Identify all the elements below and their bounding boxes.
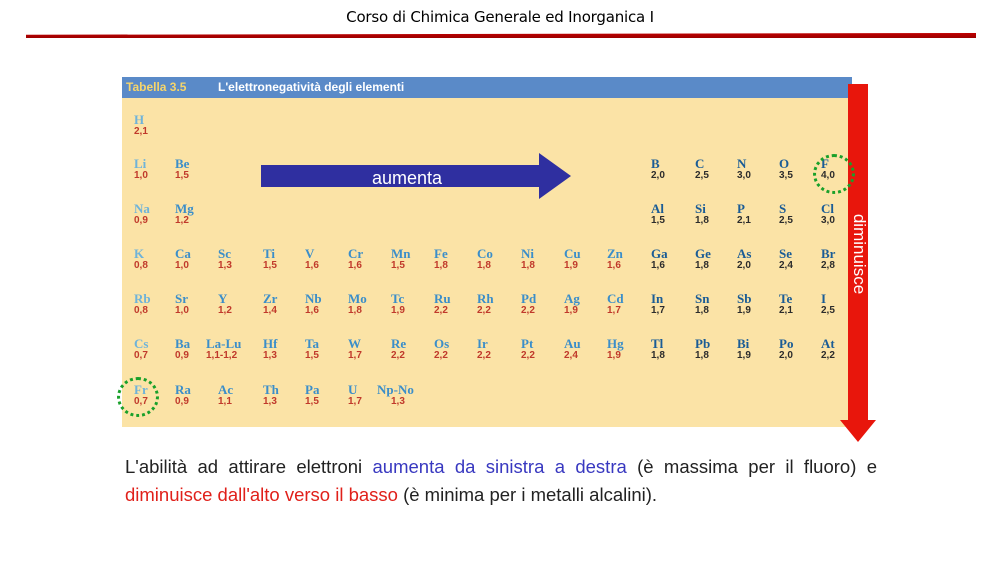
element-symbol: K [134, 246, 145, 261]
electronegativity-value: 1,4 [263, 305, 277, 316]
electronegativity-value: 1,8 [434, 260, 448, 271]
electronegativity-value: 0,8 [134, 260, 148, 271]
element-cell [263, 337, 307, 362]
element-cell [779, 247, 823, 272]
element-cell [391, 292, 435, 317]
electronegativity-value: 1,3 [218, 260, 232, 271]
element-cell [651, 337, 695, 362]
element-cell [175, 247, 219, 272]
element-cell [175, 383, 219, 408]
element-symbol: Nb [305, 291, 322, 306]
electronegativity-value: 1,8 [651, 350, 665, 361]
element-symbol: Sn [695, 291, 710, 306]
electronegativity-value: 2,2 [521, 350, 535, 361]
element-symbol: Cr [348, 246, 364, 261]
electronegativity-value: 1,9 [737, 305, 751, 316]
element-symbol: Al [651, 201, 664, 216]
electronegativity-value: 2,2 [821, 350, 835, 361]
electronegativity-value: 2,4 [779, 260, 793, 271]
element-cell [737, 292, 781, 317]
page-header-title: Corso di Chimica Generale ed Inorganica I [346, 8, 654, 26]
element-cell [434, 247, 478, 272]
fluorine-highlight-circle [813, 154, 855, 194]
element-symbol: Li [134, 156, 147, 171]
table-header-bar [122, 77, 852, 98]
element-cell [263, 292, 307, 317]
explanation-text [125, 453, 877, 509]
element-cell [305, 292, 349, 317]
electronegativity-value: 2,2 [391, 350, 405, 361]
element-cell [218, 383, 262, 408]
element-symbol: Ca [175, 246, 191, 261]
element-cell [477, 337, 521, 362]
element-symbol: Ge [695, 246, 711, 261]
element-symbol: Ir [477, 336, 488, 351]
electronegativity-value: 1,5 [651, 215, 665, 226]
element-cell [305, 383, 349, 408]
element-cell [779, 202, 823, 227]
element-cell [175, 292, 219, 317]
element-symbol: Fe [434, 246, 448, 261]
electronegativity-value: 1,8 [521, 260, 535, 271]
element-cell [521, 247, 565, 272]
element-symbol: Mo [348, 291, 367, 306]
electronegativity-table [122, 77, 852, 427]
electronegativity-value: 2,1 [134, 126, 148, 137]
element-symbol: In [651, 291, 664, 306]
francium-highlight-circle [117, 377, 159, 417]
element-symbol: Tc [391, 291, 405, 306]
element-cell [695, 337, 739, 362]
electronegativity-value: 1,0 [175, 260, 189, 271]
element-symbol: Cu [564, 246, 581, 261]
electronegativity-value: 1,9 [564, 260, 578, 271]
element-symbol: Y [218, 291, 228, 306]
element-symbol: Ac [218, 382, 234, 397]
electronegativity-value: 2,0 [779, 350, 793, 361]
element-symbol: Se [779, 246, 792, 261]
explanation-part-1: L'abilità ad attirare elettroni [125, 456, 373, 477]
element-symbol: Zr [263, 291, 278, 306]
electronegativity-value: 1,9 [607, 350, 621, 361]
element-cell [434, 292, 478, 317]
element-cell [651, 202, 695, 227]
element-cell [134, 202, 178, 227]
element-symbol: Np-No [377, 382, 414, 397]
element-symbol: Ga [651, 246, 668, 261]
explanation-part-3: (è massima per il fluoro) e [626, 456, 877, 477]
electronegativity-value: 1,3 [391, 396, 405, 407]
element-symbol: Rh [477, 291, 494, 306]
element-cell [377, 383, 433, 408]
element-cell [779, 292, 823, 317]
electronegativity-value: 2,2 [477, 305, 491, 316]
element-cell [779, 337, 823, 362]
increase-label: aumenta [372, 168, 443, 188]
element-cell [134, 337, 178, 362]
electronegativity-value: 2,2 [434, 350, 448, 361]
element-cell [348, 292, 392, 317]
electronegativity-value: 1,3 [263, 396, 277, 407]
electronegativity-value: 1,8 [695, 215, 709, 226]
element-cell [695, 292, 739, 317]
element-cell [263, 383, 307, 408]
electronegativity-value: 3,5 [779, 170, 793, 181]
electronegativity-value: 1,2 [175, 215, 189, 226]
element-symbol: Th [263, 382, 279, 397]
electronegativity-value: 1,0 [175, 305, 189, 316]
element-symbol: Ta [305, 336, 319, 351]
element-symbol: Re [391, 336, 407, 351]
element-cell [263, 247, 307, 272]
electronegativity-value: 2,5 [821, 305, 835, 316]
decrease-label: diminuisce [850, 213, 869, 295]
electronegativity-value: 0,7 [134, 396, 148, 407]
electronegativity-value: 1,5 [305, 396, 319, 407]
element-symbol: Zn [607, 246, 623, 261]
element-symbol: Ni [521, 246, 534, 261]
electronegativity-value: 3,0 [737, 170, 751, 181]
table-number: Tabella 3.5 [126, 80, 187, 94]
electronegativity-value: 1,1-1,2 [206, 350, 238, 361]
electronegativity-value: 2,1 [779, 305, 793, 316]
element-symbol: Sb [737, 291, 752, 306]
element-symbol: F [821, 156, 829, 171]
element-cell [348, 337, 392, 362]
electronegativity-value: 1,1 [218, 396, 232, 407]
electronegativity-value: 4,0 [821, 170, 835, 181]
electronegativity-value: 1,9 [737, 350, 751, 361]
element-cell [477, 292, 521, 317]
element-symbol: Hf [263, 336, 278, 351]
element-cell [737, 247, 781, 272]
explanation-decrease: diminuisce dall'alto verso il basso [125, 484, 398, 505]
element-symbol: Na [134, 201, 150, 216]
element-cell [521, 292, 565, 317]
element-cell [134, 292, 178, 317]
electronegativity-value: 1,5 [175, 170, 189, 181]
electronegativity-value: 0,9 [134, 215, 148, 226]
electronegativity-value: 0,9 [175, 396, 189, 407]
element-cell [564, 337, 608, 362]
element-symbol: Cd [607, 291, 624, 306]
electronegativity-value: 1,8 [695, 260, 709, 271]
electronegativity-value: 2,0 [737, 260, 751, 271]
element-symbol: Si [695, 201, 706, 216]
element-symbol: Fr [134, 382, 148, 397]
element-cell [521, 337, 565, 362]
element-symbol: Bi [737, 336, 750, 351]
electronegativity-value: 1,8 [477, 260, 491, 271]
element-symbol: Os [434, 336, 450, 351]
element-symbol: As [737, 246, 752, 261]
element-symbol: H [134, 112, 145, 127]
element-symbol: Mg [175, 201, 194, 216]
element-symbol: Pa [305, 382, 320, 397]
electronegativity-value: 1,7 [348, 396, 362, 407]
element-symbol: Ba [175, 336, 191, 351]
element-cell [695, 247, 739, 272]
element-cell [607, 292, 651, 317]
electronegativity-value: 2,2 [477, 350, 491, 361]
element-cell [651, 157, 695, 182]
electronegativity-value: 1,8 [348, 305, 362, 316]
electronegativity-value: 2,2 [521, 305, 535, 316]
electronegativity-value: 1,8 [695, 350, 709, 361]
electronegativity-value: 1,6 [305, 260, 319, 271]
element-cell [391, 337, 435, 362]
element-cell [651, 247, 695, 272]
element-cell [695, 202, 739, 227]
electronegativity-value: 1,2 [218, 305, 232, 316]
element-symbol: Mn [391, 246, 411, 261]
element-symbol: Pt [521, 336, 534, 351]
element-cell [695, 157, 739, 182]
element-symbol: C [695, 156, 705, 171]
electronegativity-value: 1,5 [263, 260, 277, 271]
element-symbol: Te [779, 291, 793, 306]
element-cell [607, 247, 651, 272]
element-symbol: Be [175, 156, 190, 171]
element-cell [477, 247, 521, 272]
element-cell [134, 157, 178, 182]
electronegativity-value: 2,8 [821, 260, 835, 271]
element-symbol: O [779, 156, 790, 171]
electronegativity-value: 2,1 [737, 215, 751, 226]
element-cell [434, 337, 478, 362]
electronegativity-value: 1,3 [263, 350, 277, 361]
element-symbol: Co [477, 246, 493, 261]
element-symbol: B [651, 156, 660, 171]
element-symbol: Au [564, 336, 581, 351]
element-symbol: Br [821, 246, 836, 261]
electronegativity-value: 2,4 [564, 350, 578, 361]
element-cell [305, 337, 349, 362]
header-divider [26, 33, 976, 38]
element-symbol: N [737, 156, 747, 171]
electronegativity-value: 0,9 [175, 350, 189, 361]
element-cell [607, 337, 651, 362]
element-symbol: At [821, 336, 835, 351]
element-symbol: U [348, 382, 358, 397]
element-cell [206, 337, 258, 362]
element-symbol: Cl [821, 201, 834, 216]
element-symbol: Sc [218, 246, 231, 261]
electronegativity-value: 1,9 [564, 305, 578, 316]
element-symbol: Hg [607, 336, 624, 351]
element-cell [737, 157, 781, 182]
electronegativity-value: 2,0 [651, 170, 665, 181]
element-cell [737, 337, 781, 362]
element-cell [651, 292, 695, 317]
element-cell [134, 113, 178, 138]
electronegativity-value: 3,0 [821, 215, 835, 226]
element-symbol: I [821, 291, 827, 306]
element-symbol: La-Lu [206, 336, 242, 351]
electronegativity-value: 1,8 [695, 305, 709, 316]
element-symbol: V [305, 246, 315, 261]
element-cell [564, 247, 608, 272]
element-cell [175, 157, 219, 182]
electronegativity-value: 1,6 [607, 260, 621, 271]
electronegativity-value: 1,6 [348, 260, 362, 271]
electronegativity-value: 1,7 [651, 305, 665, 316]
element-symbol: Pb [695, 336, 711, 351]
element-cell [305, 247, 349, 272]
electronegativity-value: 2,5 [695, 170, 709, 181]
element-symbol: Pd [521, 291, 537, 306]
element-cell [348, 247, 392, 272]
element-cell [218, 247, 262, 272]
electronegativity-value: 1,6 [651, 260, 665, 271]
electronegativity-value: 2,5 [779, 215, 793, 226]
explanation-part-5: (è minima per i metalli alcalini). [397, 484, 658, 505]
electronegativity-value: 1,6 [305, 305, 319, 316]
element-symbol: W [348, 336, 361, 351]
element-symbol: S [779, 201, 787, 216]
table-caption: L'elettronegatività degli elementi [218, 80, 405, 94]
element-symbol: Ti [263, 246, 276, 261]
electronegativity-value: 1,7 [607, 305, 621, 316]
element-cell [175, 202, 219, 227]
electronegativity-value: 1,9 [391, 305, 405, 316]
element-symbol: Sr [175, 291, 188, 306]
electronegativity-value: 1,5 [391, 260, 405, 271]
element-cell [218, 292, 262, 317]
element-cell [737, 202, 781, 227]
element-symbol: Po [779, 336, 794, 351]
electronegativity-value: 1,7 [348, 350, 362, 361]
element-cell [564, 292, 608, 317]
element-cell [391, 247, 435, 272]
element-symbol: Ru [434, 291, 451, 306]
element-symbol: Cs [134, 336, 149, 351]
explanation-increase: aumenta da sinistra a destra [372, 456, 627, 477]
electronegativity-value: 0,7 [134, 350, 148, 361]
electronegativity-value: 1,5 [305, 350, 319, 361]
electronegativity-value: 0,8 [134, 305, 148, 316]
element-symbol: Ra [175, 382, 191, 397]
element-symbol: P [737, 201, 745, 216]
element-symbol: Ag [564, 291, 580, 306]
element-symbol: Rb [134, 291, 151, 306]
electronegativity-value: 2,2 [434, 305, 448, 316]
electronegativity-value: 1,0 [134, 170, 148, 181]
element-symbol: Tl [651, 336, 664, 351]
element-cell [134, 247, 178, 272]
